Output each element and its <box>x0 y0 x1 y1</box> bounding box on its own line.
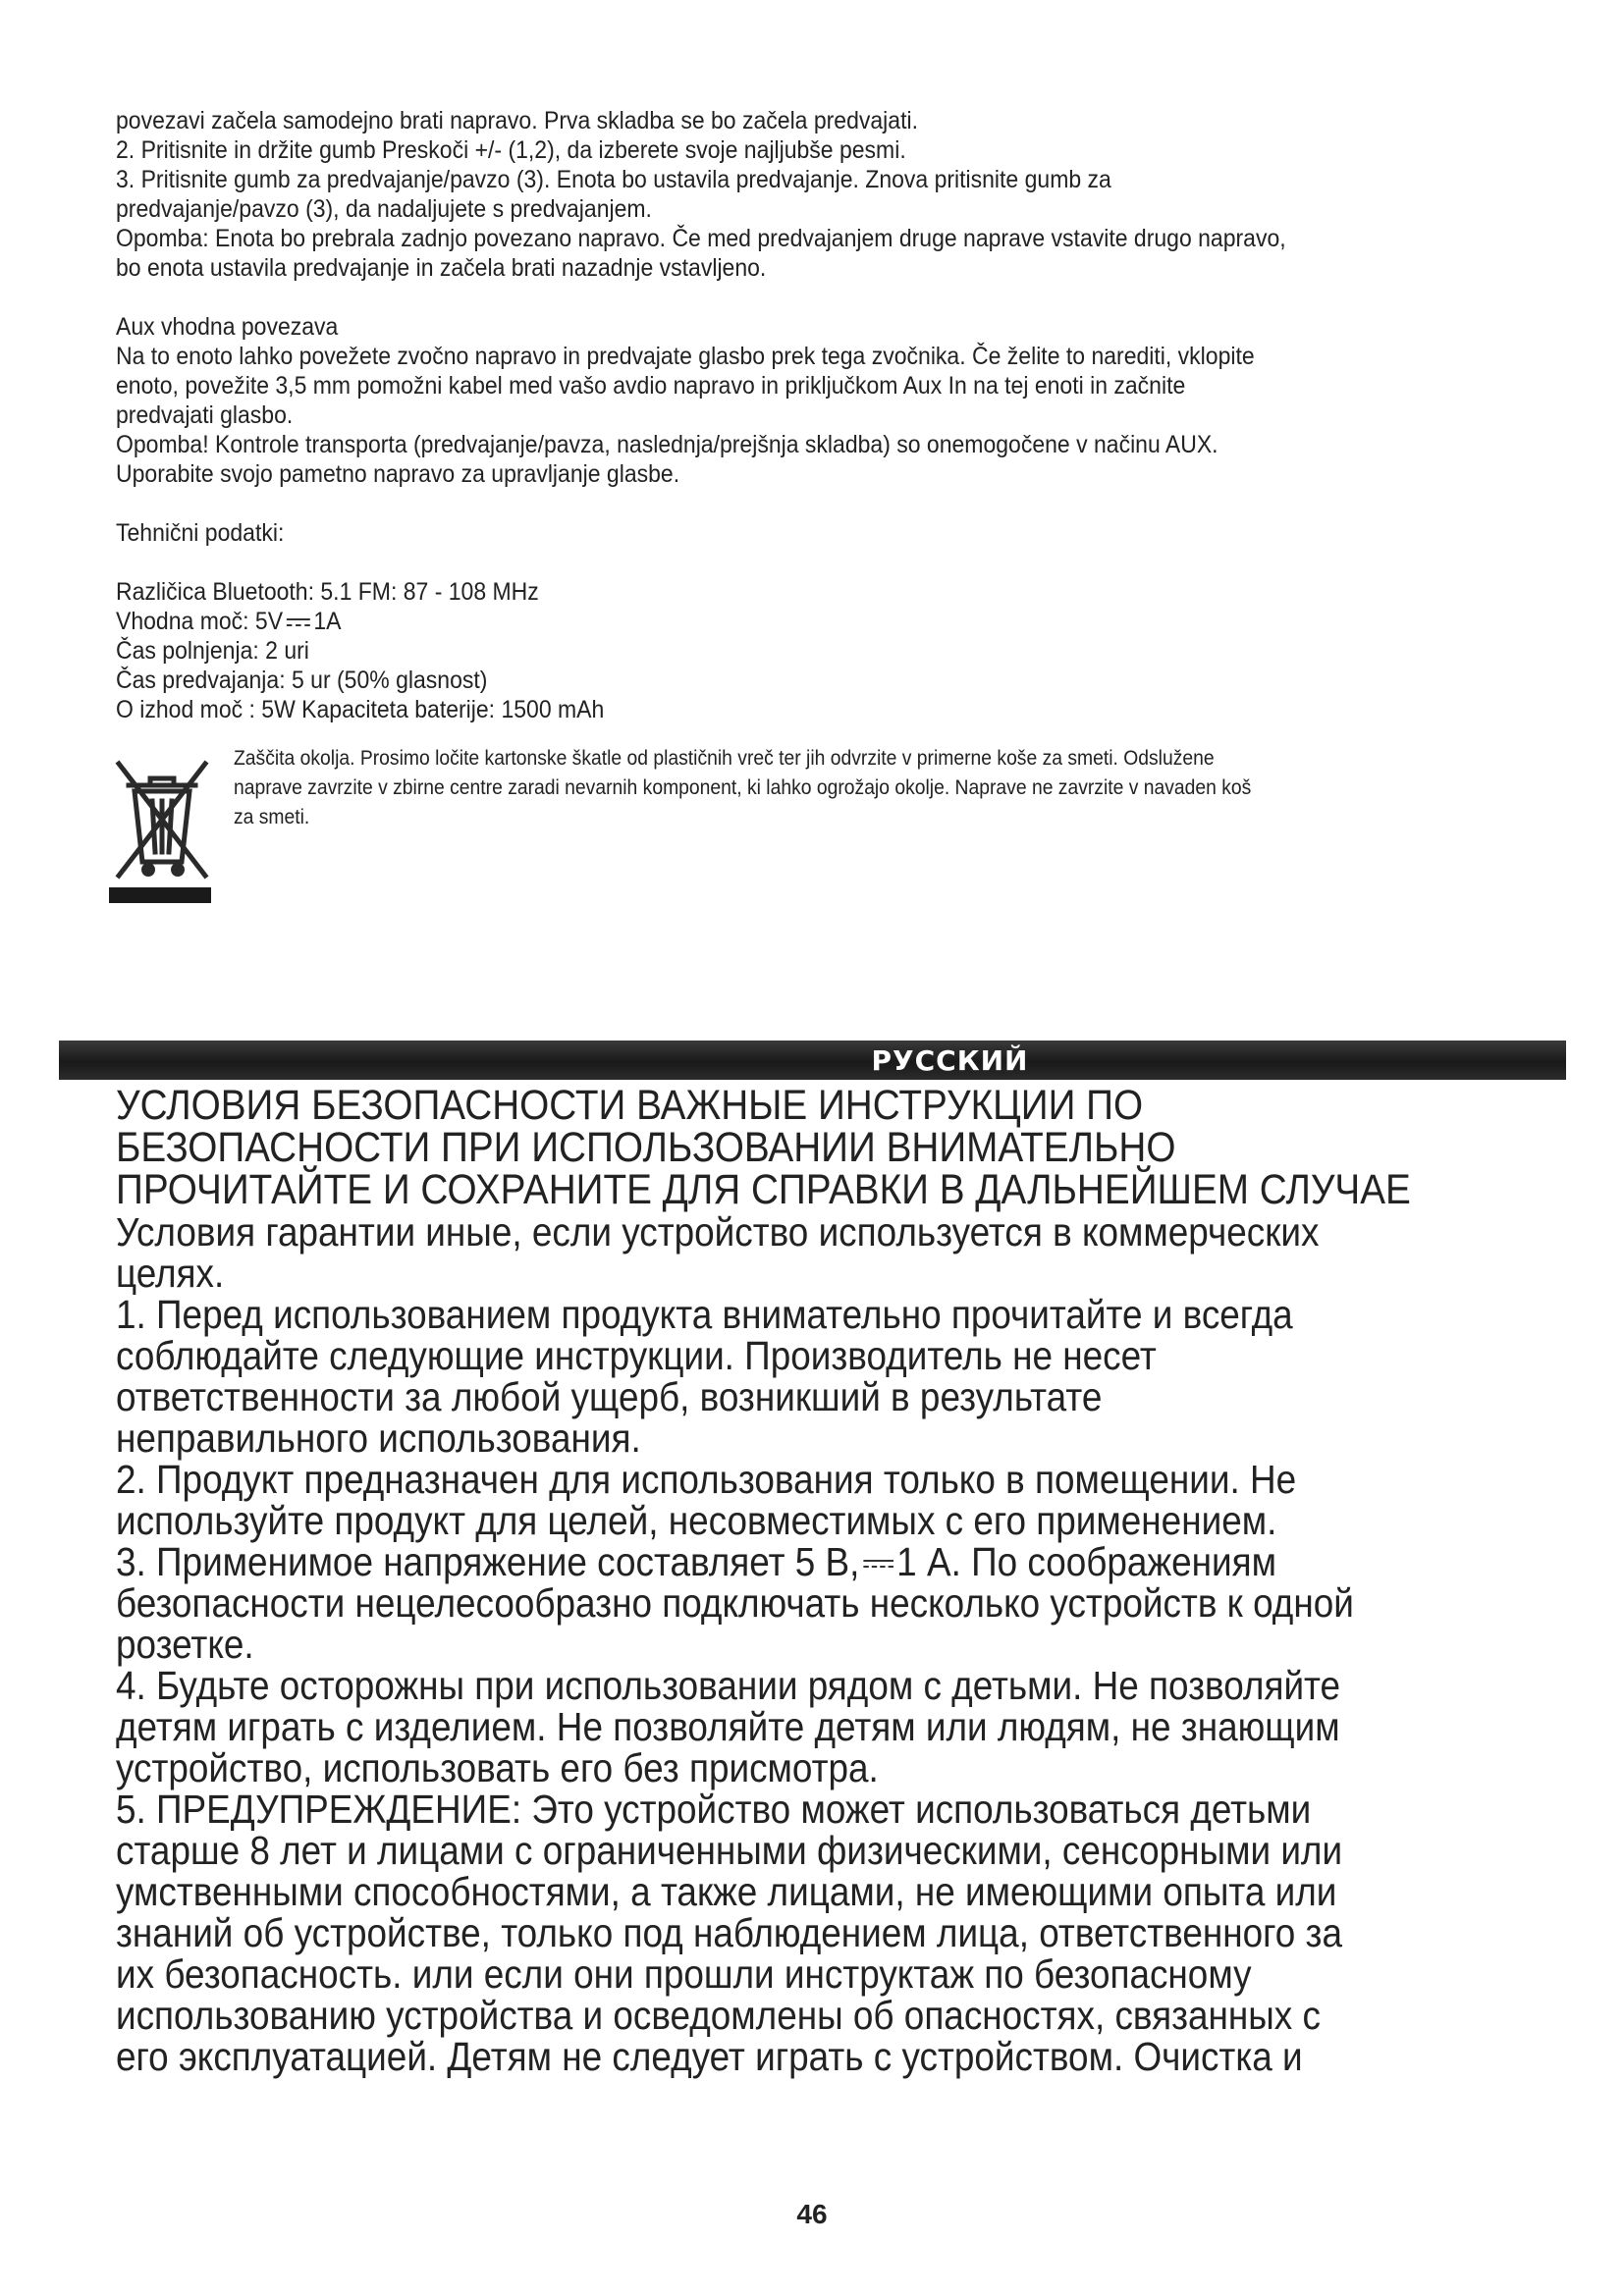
aux-title: Aux vhodna povezava <box>116 313 339 341</box>
safety-heading-line-3: ПРОЧИТАЙТЕ И СОХРАНИТЕ ДЛЯ СПРАВКИ В ДАЛЬНЕЙШЕМ СЛУЧАЕ <box>116 1166 1411 1213</box>
body-line-11: розетке. <box>116 1622 254 1667</box>
aux-line-2: enoto, povežite 3,5 mm pomožni kabel med vašo avdio napravo in priključkom Aux In na tej enoti in začnite <box>116 372 1186 400</box>
spec-play-time: Čas predvajanja: 5 ur (50% glasnost) <box>116 667 488 694</box>
body-line-8: используйте продукт для целей, несовместимых с его применением. <box>116 1498 1277 1543</box>
spec-output-battery: O izhod moč : 5W Kapaciteta baterije: 1500 mAh <box>116 696 605 723</box>
body-line-16: старше 8 лет и лицами с ограниченными физическими, сенсорными или <box>116 1828 1343 1873</box>
tech-title: Tehnični podatki: <box>116 519 285 547</box>
body-line-17: умственными способностями, а также лицами, не имеющими опыта или <box>116 1869 1337 1914</box>
body-line-15: 5. ПРЕДУПРЕЖДЕНИЕ: Это устройство может использоваться детьми <box>116 1787 1312 1832</box>
language-section-band <box>59 1041 1566 1080</box>
aux-note-line-1: Opomba! Kontrole transporta (predvajanje/pavza, naslednja/prejšnja skladba) so onemogočene v načinu AUX. <box>116 431 1218 458</box>
body-line-7: 2. Продукт предназначен для использования только в помещении. Не <box>116 1457 1297 1502</box>
bt-tail-line: povezavi začela samodejno brati napravo. Prva skladba se bo začela predvajati. <box>116 107 918 134</box>
spec-input-current: 1A <box>313 608 342 635</box>
aux-line-1: Na to enoto lahko povežete zvočno napravo in predvajate glasbo prek tega zvočnika. Če želite to narediti, vklopite <box>116 343 1255 370</box>
body-line-4: соблюдайте следующие инструкции. Производитель не несет <box>116 1333 1157 1378</box>
body-line-12: 4. Будьте осторожны при использовании рядом с детьми. Не позволяйте <box>116 1663 1341 1708</box>
page-number: 46 <box>796 2199 828 2229</box>
safety-heading-line-2: БЕЗОПАСНОСТИ ПРИ ИСПОЛЬЗОВАНИИ ВНИМАТЕЛЬНО <box>116 1124 1176 1171</box>
aux-line-3: predvajati glasbo. <box>116 401 294 429</box>
dc-symbol-icon <box>863 1558 893 1572</box>
env-line-1: Zaščita okolja. Prosimo ločite kartonske škatle od plastičnih vreč ter jih odvrzite v primerne koše za smeti. Odslužene <box>234 747 1215 770</box>
body-line-6: неправильного использования. <box>116 1415 641 1461</box>
body-line-9 <box>116 1541 1521 1582</box>
body-line-19: их безопасность. или если они прошли инструктаж по безопасному <box>116 1951 1252 1997</box>
body-line-2: целях. <box>116 1251 225 1296</box>
env-line-2: naprave zavrzite v zbirne centre zaradi nevarnih komponent, ki lahko ogrožajo okolje. Naprave ne zavrzite v navaden koš <box>234 776 1252 799</box>
aux-note-line-2: Uporabite svojo pametno napravo za upravljanje glasbe. <box>116 460 680 488</box>
bt-step-2: 2. Pritisnite in držite gumb Preskoči +/- (1,2), da izberete svoje najljubše pesmi. <box>116 136 906 164</box>
current-text: 1 А. По соображениям <box>896 1539 1277 1584</box>
bt-note-line-1: Opomba: Enota bo prebrala zadnjo povezano napravo. Če med predvajanjem druge naprave vstavite drugo napravo, <box>116 225 1286 252</box>
weee-crossed-bin-icon <box>101 746 219 903</box>
spec-input-power <box>116 607 1426 636</box>
bt-note-line-2: bo enota ustavila predvajanje in začela brati nazadnje vstavljeno. <box>116 254 767 282</box>
spec-input-label: Vhodna moč: 5V <box>116 608 284 635</box>
body-line-5: ответственности за любой ущерб, возникший в результате <box>116 1374 1103 1419</box>
bt-step-3-line-2: predvajanje/pavzo (3), da nadaljujete s predvajanjem. <box>116 195 652 223</box>
body-line-14: устройство, использовать его без присмотра. <box>116 1745 879 1790</box>
language-label-russian: РУССКИЙ <box>871 1044 1029 1077</box>
environment-notice <box>234 744 1453 832</box>
body-line-20: использованию устройства и осведомлены об опасностях, связанных с <box>116 1993 1321 2038</box>
body-line-21: его эксплуатацией. Детям не следует играть с устройством. Очистка и <box>116 2034 1303 2079</box>
bt-step-3-line-1: 3. Pritisnite gumb za predvajanje/pavzo (3). Enota bo ustavila predvajanje. Znova pritisnite gumb za <box>116 166 1111 193</box>
body-line-1: Условия гарантии иные, если устройство используется в коммерческих <box>116 1209 1320 1255</box>
body-line-18: знаний об устройстве, только под наблюдением лица, ответственного за <box>116 1910 1343 1955</box>
env-line-3: za smeti. <box>234 806 310 828</box>
body-line-3: 1. Перед использованием продукта внимательно прочитайте и всегда <box>116 1292 1293 1337</box>
slovene-bluetooth-section <box>116 106 1426 724</box>
dc-symbol-icon <box>287 616 310 628</box>
body-line-13: детям играть с изделием. Не позволяйте детям или людям, не знающим <box>116 1704 1340 1749</box>
russian-safety-section <box>116 1082 1521 2079</box>
spec-charge-time: Čas polnjenja: 2 uri <box>116 637 309 665</box>
safety-heading-line-1: УСЛОВИЯ БЕЗОПАСНОСТИ ВАЖНЫЕ ИНСТРУКЦИИ ПО <box>116 1082 1144 1129</box>
spec-bluetooth-fm: Različica Bluetooth: 5.1 FM: 87 - 108 MHz <box>116 578 539 606</box>
body-line-10: безопасности нецелесообразно подключать несколько устройств к одной <box>116 1580 1354 1626</box>
voltage-text: 3. Применимое напряжение составляет 5 В, <box>116 1539 860 1584</box>
